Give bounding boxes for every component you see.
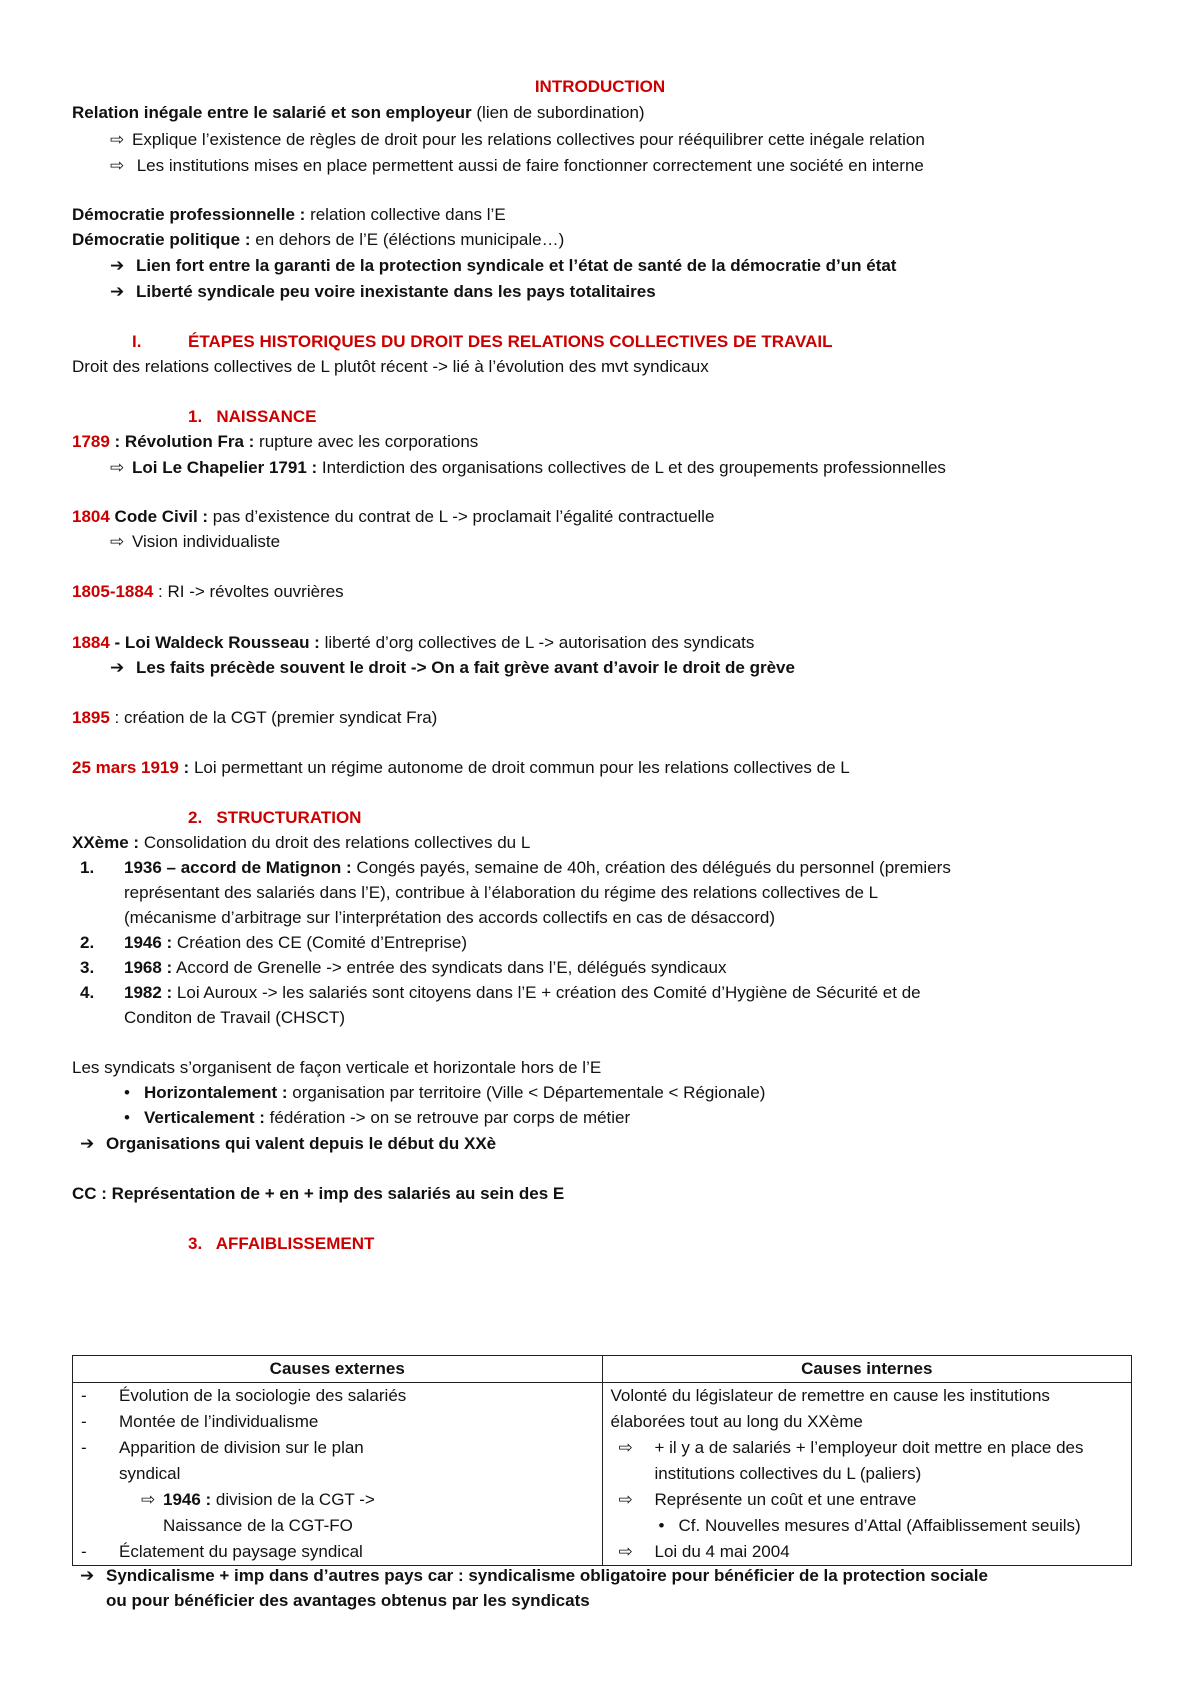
- solid-arrow-icon: ➔: [80, 1134, 95, 1153]
- list-subitem-cont: Naissance de la CGT-FO: [163, 1516, 353, 1535]
- structuration-heading: 2. STRUCTURATION: [188, 808, 362, 827]
- struct-item-4-cont: Conditon de Travail (CHSCT): [124, 1008, 346, 1027]
- list-item: - Éclatement du paysage syndical: [81, 1542, 363, 1561]
- bullet-icon: •: [658, 1516, 665, 1535]
- hollow-arrow-icon: ⇨: [618, 1490, 633, 1509]
- solid-arrow-icon: ➔: [110, 256, 125, 275]
- org-arrow: ➔ Organisations qui valent depuis le début du XXè: [80, 1134, 497, 1153]
- entry-1789: 1789 : Révolution Fra : rupture avec les corporations: [72, 432, 479, 451]
- final-arrow: ➔ Syndicalisme + imp dans d’autres pays car : syndicalisme obligatoire pour bénéficier de la protection sociale: [80, 1566, 988, 1585]
- internes-intro: élaborées tout au long du XXème: [610, 1412, 863, 1431]
- cell-internes: [602, 1383, 1132, 1566]
- struct-item-2: 2. 1946 : Création des CE (Comité d’Entreprise): [80, 933, 467, 952]
- list-subitem: ⇨ 1946 : division de la CGT ->: [73, 1487, 594, 1513]
- final-arrow-cont: ou pour bénéficier des avantages obtenus par les syndicats: [106, 1591, 590, 1610]
- relation-rest: (lien de subordination): [471, 103, 645, 122]
- table-header-row: [73, 1356, 1132, 1383]
- relation-bold: Relation inégale entre le salarié et son employeur: [72, 103, 472, 122]
- col-causes-internes: Causes internes: [602, 1356, 1132, 1383]
- bullet-icon: •: [124, 1083, 130, 1102]
- list-item: - Montée de l’individualisme: [81, 1412, 319, 1431]
- list-item: ⇨ Loi du 4 mai 2004: [611, 1539, 1124, 1565]
- solid-arrow-icon: ➔: [110, 658, 125, 677]
- list-item: ⇨ + il y a de salariés + l’employeur doit mettre en place des: [611, 1435, 1124, 1461]
- list-subitem: • Cf. Nouvelles mesures d’Attal (Affaiblissement seuils): [611, 1513, 1124, 1539]
- hollow-arrow-icon: ⇨: [110, 130, 125, 149]
- struct-item-4: 4. 1982 : Loi Auroux -> les salariés sont citoyens dans l’E + création des Comité d’Hygiène de Sécurité et de: [80, 983, 921, 1002]
- list-item-cont: syndical: [119, 1464, 181, 1483]
- struct-item-1-cont: représentant des salariés dans l’E), contribue à l’élaboration du régime des relations collectives de L: [124, 883, 879, 902]
- bullet-icon: •: [124, 1108, 130, 1127]
- org-horizontal: • Horizontalement : organisation par territoire (Ville < Départementale < Régionale): [110, 1082, 765, 1104]
- section-1-intro: Droit des relations collectives de L plutôt récent -> lié à l’évolution des mvt syndicaux: [72, 357, 709, 376]
- list-item: - Apparition de division sur le plan: [81, 1438, 364, 1457]
- entry-vision: ⇨ Vision individualiste: [110, 532, 281, 551]
- affaiblissement-heading: 3. AFFAIBLISSEMENT: [188, 1234, 375, 1253]
- intro-point-1: ⇨ Explique l’existence de règles de droit pour les relations collectives pour rééquilibrer cette inégale relation: [110, 130, 925, 149]
- org-vertical: • Verticalement : fédération -> on se retrouve par corps de métier: [110, 1107, 630, 1129]
- hollow-arrow-icon: ⇨: [110, 156, 125, 175]
- intro-title: INTRODUCTION: [534, 77, 666, 96]
- struct-item-1: 1. 1936 – accord de Matignon : Congés payés, semaine de 40h, création des délégués du personnel (premiers: [80, 858, 951, 877]
- intro-arrow-2: ➔ Liberté syndicale peu voire inexistante dans les pays totalitaires: [110, 282, 656, 301]
- entry-1884: 1884 - Loi Waldeck Rousseau : liberté d’org collectives de L -> autorisation des syndicats: [72, 633, 755, 652]
- struct-item-1-cont: (mécanisme d’arbitrage sur l’interprétation des accords collectifs en cas de désaccord): [124, 908, 776, 927]
- struct-item-3: 3. 1968 : Accord de Grenelle -> entrée des syndicats dans l’E, délégués syndicaux: [80, 958, 727, 977]
- xx-line: XXème : Consolidation du droit des relations collectives du L: [72, 833, 531, 852]
- hollow-arrow-icon: ⇨: [110, 458, 125, 477]
- causes-table: [72, 1355, 1132, 1566]
- demo-pro: Démocratie professionnelle : relation collective dans l’E: [72, 205, 506, 224]
- intro-point-2: ⇨ Les institutions mises en place permettent aussi de faire fonctionner correctement une société en interne: [110, 156, 924, 175]
- cell-externes: [73, 1383, 603, 1566]
- demo-pol: Démocratie politique : en dehors de l’E (éléctions municipale…): [72, 230, 565, 249]
- intro-relation: [72, 102, 645, 124]
- col-causes-externes: Causes externes: [73, 1356, 603, 1383]
- hollow-arrow-icon: ⇨: [110, 532, 125, 551]
- entry-1804: 1804 Code Civil : pas d’existence du contrat de L -> proclamait l’égalité contractuelle: [72, 507, 715, 526]
- naissance-heading: 1. NAISSANCE: [188, 407, 317, 426]
- solid-arrow-icon: ➔: [110, 282, 125, 301]
- entry-chapelier: ⇨ Loi Le Chapelier 1791 : Interdiction des organisations collectives de L et des groupements professionnelles: [110, 458, 946, 477]
- entry-1884-arrow: ➔ Les faits précède souvent le droit -> On a fait grève avant d’avoir le droit de grève: [110, 658, 795, 677]
- entry-1919: 25 mars 1919 : Loi permettant un régime autonome de droit commun pour les relations collectives de L: [72, 758, 850, 777]
- entry-1805: 1805-1884 : RI -> révoltes ouvrières: [72, 582, 344, 601]
- table-row: [73, 1383, 1132, 1566]
- list-item: - Évolution de la sociologie des salariés: [81, 1386, 407, 1405]
- cc-line: CC : Représentation de + en + imp des salariés au sein des E: [72, 1184, 565, 1203]
- entry-1895: 1895 : création de la CGT (premier syndicat Fra): [72, 708, 438, 727]
- intro-arrow-1: ➔ Lien fort entre la garanti de la protection syndicale et l’état de santé de la démocratie d’un état: [110, 256, 897, 275]
- section-1-heading: I. ÉTAPES HISTORIQUES DU DROIT DES RELATIONS COLLECTIVES DE TRAVAIL: [132, 332, 833, 351]
- solid-arrow-icon: ➔: [80, 1566, 95, 1585]
- list-item-cont: institutions collectives du L (paliers): [654, 1464, 922, 1483]
- org-intro: Les syndicats s’organisent de façon verticale et horizontale hors de l’E: [72, 1058, 602, 1077]
- internes-intro: Volonté du législateur de remettre en cause les institutions: [610, 1386, 1050, 1405]
- list-item: ⇨ Représente un coût et une entrave: [611, 1487, 1124, 1513]
- hollow-arrow-icon: ⇨: [618, 1438, 633, 1457]
- hollow-arrow-icon: ⇨: [141, 1490, 156, 1509]
- hollow-arrow-icon: ⇨: [618, 1542, 633, 1561]
